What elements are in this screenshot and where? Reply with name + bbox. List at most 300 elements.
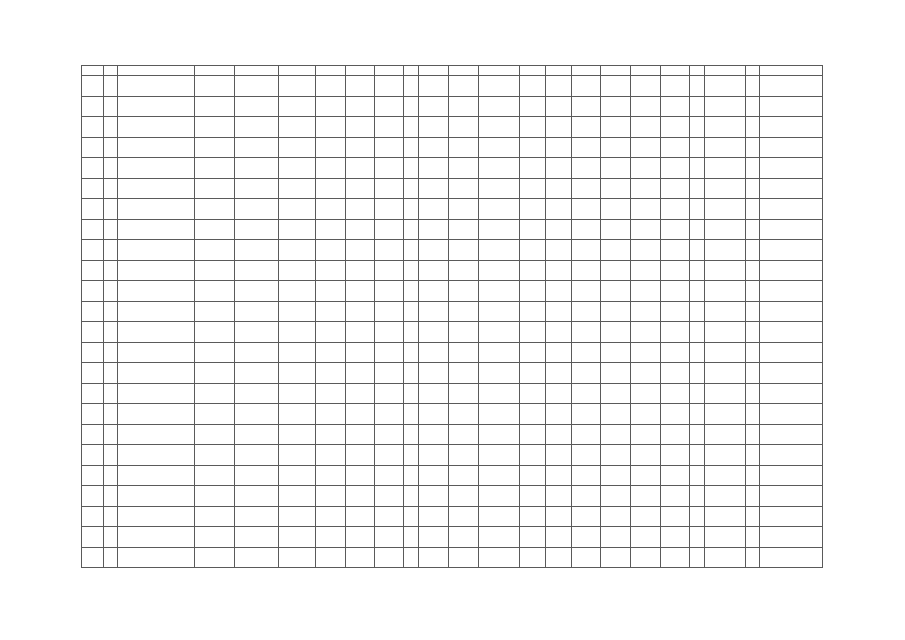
table-cell	[520, 383, 546, 404]
table-cell	[661, 404, 690, 425]
table-cell	[82, 506, 104, 527]
table-cell	[235, 178, 279, 199]
table-cell	[572, 465, 601, 486]
table-cell	[760, 240, 823, 261]
table-cell	[661, 117, 690, 138]
table-cell	[705, 158, 746, 179]
table-cell	[520, 363, 546, 384]
table-cell	[82, 322, 104, 343]
table-cell	[346, 404, 375, 425]
table-cell	[601, 404, 631, 425]
table-cell	[195, 260, 235, 281]
table-cell	[631, 424, 661, 445]
table-cell	[316, 404, 346, 425]
table-row	[82, 342, 823, 363]
table-cell	[346, 96, 375, 117]
column-header	[195, 66, 235, 76]
table-row	[82, 137, 823, 158]
table-cell	[195, 158, 235, 179]
table-cell	[705, 219, 746, 240]
column-header	[572, 66, 601, 76]
table-cell	[601, 547, 631, 568]
table-cell	[449, 158, 479, 179]
table-cell	[316, 527, 346, 548]
table-cell	[746, 465, 760, 486]
table-cell	[104, 76, 118, 97]
table-cell	[705, 527, 746, 548]
table-cell	[661, 342, 690, 363]
table-row	[82, 465, 823, 486]
table-cell	[118, 445, 195, 466]
table-cell	[195, 445, 235, 466]
table-cell	[346, 465, 375, 486]
table-cell	[746, 445, 760, 466]
table-cell	[520, 342, 546, 363]
table-cell	[82, 158, 104, 179]
table-cell	[705, 240, 746, 261]
table-cell	[118, 158, 195, 179]
table-cell	[82, 404, 104, 425]
table-cell	[546, 199, 572, 220]
table-cell	[404, 281, 419, 302]
table-cell	[661, 547, 690, 568]
table-cell	[760, 465, 823, 486]
table-cell	[479, 363, 520, 384]
table-cell	[631, 486, 661, 507]
table-cell	[661, 301, 690, 322]
table-row	[82, 527, 823, 548]
table-cell	[346, 342, 375, 363]
table-cell	[546, 96, 572, 117]
table-cell	[235, 199, 279, 220]
register-table	[81, 65, 823, 568]
table-cell	[631, 219, 661, 240]
table-cell	[705, 404, 746, 425]
column-header	[316, 66, 346, 76]
table-cell	[479, 219, 520, 240]
table-cell	[375, 486, 404, 507]
table-cell	[572, 383, 601, 404]
table-cell	[375, 137, 404, 158]
table-row	[82, 240, 823, 261]
table-cell	[375, 547, 404, 568]
table-cell	[546, 322, 572, 343]
table-row	[82, 486, 823, 507]
table-cell	[316, 342, 346, 363]
table-cell	[520, 117, 546, 138]
table-cell	[404, 445, 419, 466]
table-cell	[316, 260, 346, 281]
table-row	[82, 199, 823, 220]
table-cell	[690, 281, 705, 302]
table-cell	[520, 301, 546, 322]
table-cell	[118, 281, 195, 302]
table-cell	[235, 301, 279, 322]
table-cell	[118, 404, 195, 425]
table-cell	[546, 342, 572, 363]
table-cell	[279, 363, 316, 384]
table-cell	[661, 506, 690, 527]
table-cell	[705, 547, 746, 568]
table-cell	[520, 240, 546, 261]
table-cell	[546, 383, 572, 404]
table-cell	[572, 137, 601, 158]
table-cell	[104, 301, 118, 322]
table-cell	[631, 465, 661, 486]
table-cell	[661, 137, 690, 158]
table-cell	[279, 117, 316, 138]
table-cell	[118, 260, 195, 281]
table-cell	[404, 506, 419, 527]
table-cell	[520, 445, 546, 466]
table-cell	[631, 301, 661, 322]
table-cell	[316, 486, 346, 507]
table-cell	[235, 96, 279, 117]
table-cell	[479, 322, 520, 343]
table-cell	[520, 137, 546, 158]
table-cell	[375, 465, 404, 486]
table-cell	[82, 240, 104, 261]
table-cell	[316, 117, 346, 138]
table-cell	[316, 465, 346, 486]
table-cell	[746, 363, 760, 384]
table-cell	[690, 219, 705, 240]
table-cell	[631, 117, 661, 138]
table-cell	[601, 199, 631, 220]
table-cell	[419, 76, 449, 97]
table-cell	[479, 281, 520, 302]
table-cell	[690, 137, 705, 158]
table-cell	[760, 219, 823, 240]
table-cell	[449, 465, 479, 486]
table-cell	[661, 445, 690, 466]
table-cell	[705, 465, 746, 486]
table-cell	[572, 178, 601, 199]
table-cell	[346, 76, 375, 97]
table-cell	[449, 424, 479, 445]
table-cell	[760, 404, 823, 425]
table-cell	[104, 342, 118, 363]
table-cell	[419, 301, 449, 322]
table-cell	[449, 199, 479, 220]
table-cell	[631, 342, 661, 363]
table-cell	[520, 322, 546, 343]
table-cell	[631, 260, 661, 281]
table-cell	[118, 527, 195, 548]
table-cell	[346, 486, 375, 507]
table-cell	[235, 465, 279, 486]
table-cell	[82, 363, 104, 384]
table-cell	[746, 547, 760, 568]
table-cell	[279, 547, 316, 568]
table-cell	[279, 219, 316, 240]
table-cell	[690, 158, 705, 179]
table-cell	[631, 240, 661, 261]
table-cell	[279, 486, 316, 507]
column-header	[479, 66, 520, 76]
table-cell	[546, 117, 572, 138]
table-cell	[631, 527, 661, 548]
table-cell	[661, 424, 690, 445]
table-cell	[601, 117, 631, 138]
table-row	[82, 117, 823, 138]
table-cell	[572, 486, 601, 507]
table-cell	[760, 527, 823, 548]
table-cell	[118, 96, 195, 117]
table-cell	[375, 527, 404, 548]
table-cell	[760, 383, 823, 404]
table-cell	[449, 383, 479, 404]
table-cell	[631, 281, 661, 302]
table-cell	[601, 240, 631, 261]
table-cell	[479, 76, 520, 97]
table-cell	[82, 199, 104, 220]
table-cell	[520, 281, 546, 302]
column-header	[746, 66, 760, 76]
table-cell	[419, 486, 449, 507]
table-cell	[572, 404, 601, 425]
table-cell	[479, 158, 520, 179]
table-cell	[235, 322, 279, 343]
table-cell	[82, 260, 104, 281]
table-cell	[690, 363, 705, 384]
table-cell	[746, 137, 760, 158]
table-cell	[746, 117, 760, 138]
table-cell	[419, 506, 449, 527]
table-cell	[104, 486, 118, 507]
table-cell	[746, 322, 760, 343]
table-cell	[449, 547, 479, 568]
table-cell	[419, 260, 449, 281]
table-cell	[631, 322, 661, 343]
table-cell	[746, 281, 760, 302]
table-cell	[279, 158, 316, 179]
table-cell	[404, 240, 419, 261]
table-cell	[631, 445, 661, 466]
table-cell	[661, 158, 690, 179]
table-cell	[661, 383, 690, 404]
table-cell	[449, 117, 479, 138]
table-cell	[346, 178, 375, 199]
column-header	[375, 66, 404, 76]
table-row	[82, 383, 823, 404]
table-cell	[404, 219, 419, 240]
table-cell	[316, 96, 346, 117]
table-cell	[118, 199, 195, 220]
table-cell	[479, 404, 520, 425]
table-cell	[746, 486, 760, 507]
table-cell	[705, 322, 746, 343]
table-cell	[661, 178, 690, 199]
table-cell	[760, 342, 823, 363]
table-cell	[316, 445, 346, 466]
table-cell	[419, 363, 449, 384]
column-header	[346, 66, 375, 76]
table-cell	[375, 301, 404, 322]
table-cell	[572, 363, 601, 384]
table-cell	[104, 158, 118, 179]
table-cell	[661, 76, 690, 97]
table-cell	[690, 199, 705, 220]
table-cell	[661, 486, 690, 507]
table-cell	[235, 506, 279, 527]
table-cell	[279, 240, 316, 261]
table-cell	[419, 199, 449, 220]
table-cell	[690, 445, 705, 466]
table-cell	[82, 527, 104, 548]
table-cell	[419, 117, 449, 138]
table-cell	[572, 506, 601, 527]
table-cell	[404, 424, 419, 445]
table-cell	[118, 178, 195, 199]
table-cell	[346, 547, 375, 568]
table-cell	[104, 322, 118, 343]
table-cell	[479, 342, 520, 363]
table-cell	[520, 547, 546, 568]
table-cell	[546, 547, 572, 568]
table-cell	[419, 96, 449, 117]
table-cell	[520, 199, 546, 220]
table-cell	[520, 424, 546, 445]
table-cell	[449, 301, 479, 322]
table-cell	[601, 342, 631, 363]
table-cell	[404, 547, 419, 568]
table-cell	[601, 219, 631, 240]
table-cell	[104, 424, 118, 445]
table-cell	[404, 527, 419, 548]
column-header	[661, 66, 690, 76]
table-cell	[760, 117, 823, 138]
table-cell	[195, 506, 235, 527]
table-cell	[479, 199, 520, 220]
table-cell	[661, 240, 690, 261]
table-cell	[195, 219, 235, 240]
table-cell	[195, 465, 235, 486]
table-cell	[279, 137, 316, 158]
table-cell	[705, 76, 746, 97]
table-cell	[690, 96, 705, 117]
table-cell	[118, 342, 195, 363]
table-cell	[449, 342, 479, 363]
table-cell	[601, 158, 631, 179]
table-cell	[479, 178, 520, 199]
table-cell	[104, 547, 118, 568]
table-cell	[235, 281, 279, 302]
table-cell	[375, 445, 404, 466]
column-header	[690, 66, 705, 76]
table-cell	[479, 465, 520, 486]
table-cell	[546, 260, 572, 281]
table-cell	[479, 506, 520, 527]
table-cell	[546, 178, 572, 199]
table-cell	[404, 383, 419, 404]
table-cell	[316, 158, 346, 179]
table-cell	[546, 486, 572, 507]
table-cell	[375, 219, 404, 240]
table-cell	[346, 219, 375, 240]
table-cell	[316, 547, 346, 568]
table-cell	[419, 158, 449, 179]
table-cell	[705, 363, 746, 384]
table-cell	[235, 424, 279, 445]
table-cell	[760, 137, 823, 158]
table-cell	[82, 383, 104, 404]
table-cell	[118, 424, 195, 445]
table-cell	[346, 199, 375, 220]
table-cell	[316, 383, 346, 404]
table-cell	[631, 547, 661, 568]
table-cell	[346, 527, 375, 548]
table-cell	[404, 137, 419, 158]
table-cell	[601, 527, 631, 548]
table-cell	[546, 158, 572, 179]
table-row	[82, 363, 823, 384]
table-cell	[82, 117, 104, 138]
table-cell	[690, 322, 705, 343]
table-cell	[404, 178, 419, 199]
table-cell	[572, 76, 601, 97]
table-cell	[690, 260, 705, 281]
table-cell	[279, 506, 316, 527]
table-cell	[118, 301, 195, 322]
table-cell	[449, 260, 479, 281]
table-cell	[601, 465, 631, 486]
table-cell	[449, 137, 479, 158]
table-cell	[279, 76, 316, 97]
table-cell	[760, 424, 823, 445]
table-cell	[279, 527, 316, 548]
table-cell	[746, 219, 760, 240]
table-cell	[601, 178, 631, 199]
table-cell	[82, 219, 104, 240]
table-cell	[546, 424, 572, 445]
table-cell	[346, 383, 375, 404]
table-row	[82, 301, 823, 322]
table-cell	[690, 486, 705, 507]
table-cell	[346, 240, 375, 261]
table-cell	[419, 383, 449, 404]
table-cell	[118, 465, 195, 486]
table-cell	[661, 322, 690, 343]
table-cell	[572, 117, 601, 138]
table-cell	[195, 240, 235, 261]
column-header	[235, 66, 279, 76]
table-cell	[419, 445, 449, 466]
table-cell	[601, 96, 631, 117]
table-cell	[419, 281, 449, 302]
table-cell	[546, 404, 572, 425]
table-cell	[572, 445, 601, 466]
table-cell	[375, 117, 404, 138]
table-cell	[279, 342, 316, 363]
table-cell	[316, 199, 346, 220]
table-cell	[316, 76, 346, 97]
table-cell	[746, 199, 760, 220]
table-cell	[375, 76, 404, 97]
table-cell	[195, 199, 235, 220]
table-cell	[375, 260, 404, 281]
table-cell	[746, 96, 760, 117]
table-cell	[690, 527, 705, 548]
column-header	[546, 66, 572, 76]
table-cell	[346, 260, 375, 281]
table-cell	[118, 547, 195, 568]
table-cell	[449, 322, 479, 343]
table-cell	[601, 322, 631, 343]
table-cell	[346, 322, 375, 343]
table-cell	[375, 281, 404, 302]
column-header	[520, 66, 546, 76]
